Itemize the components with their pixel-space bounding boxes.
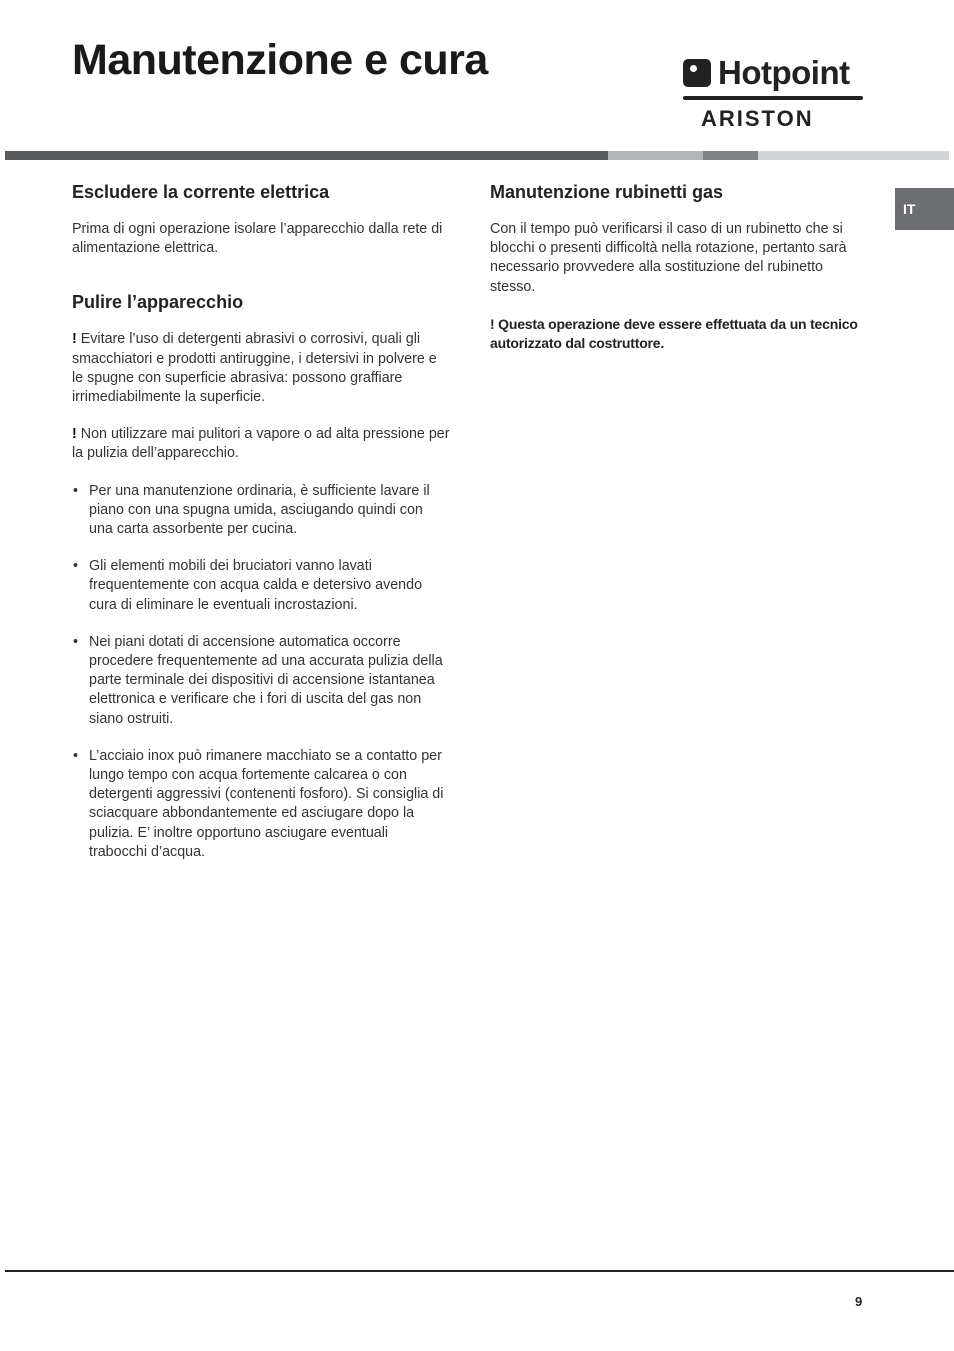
- warning-mark: !: [72, 426, 77, 443]
- header-color-bar-1: [5, 151, 608, 160]
- page-number: 9: [855, 1294, 863, 1309]
- warning-steam-text: Non utilizzare mai pulitori a vapore o ad alta pressione per la pulizia dell’apparecchio.: [72, 426, 450, 462]
- list-item: • Gli elementi mobili dei bruciatori vanno lavati frequentemente con acqua calda e detersivo avendo cura di eliminare le eventuali incrostazioni.: [72, 557, 450, 615]
- logo-divider: [683, 96, 863, 100]
- header-color-bar-4: [758, 151, 949, 160]
- list-item: • L’acciaio inox può rimanere macchiato se a contatto per lungo tempo con acqua fortemente calcarea o con detergenti aggressivi (contenenti fosforo). Si consiglia di sciacquare abbondantemente ed asciugare dopo la pulizia. E’ inoltre opportuno asciugare eventuali trabocchi d’acqua.: [72, 747, 450, 862]
- footer-divider: [5, 1270, 954, 1272]
- list-item: • Nei piani dotati di accensione automatica occorre procedere frequentemente ad una accurata pulizia della parte terminale dei dispositivi di accensione istantanea elettronica e verificare che i fori di uscita del gas non siano ostruiti.: [72, 633, 450, 729]
- heading-disconnect-power: Escludere la corrente elettrica: [72, 182, 330, 202]
- page-title: Manutenzione e cura: [72, 36, 488, 84]
- warning-abrasives: [72, 330, 450, 407]
- header-color-bar-3: [703, 151, 758, 160]
- logo-brand-bottom: ARISTON: [701, 106, 814, 131]
- left-column: [72, 181, 450, 880]
- technician-note: ! Questa operazione deve essere effettuata da un tecnico autorizzato dal costruttore.: [490, 315, 858, 352]
- heading-gas-tap-maintenance: Manutenzione rubinetti gas: [490, 182, 724, 202]
- logo-hotpoint: [683, 54, 850, 92]
- cleaning-bullet-list: [72, 482, 450, 862]
- warning-abrasives-text: Evitare l’uso di detergenti abrasivi o corrosivi, quali gli smacchiatori e prodotti antiruggine, i detersivi in polvere e le spugne con superficie abrasiva: possono graffiare irrimediabilmente la superficie.: [72, 331, 437, 406]
- header-color-bar-2: [608, 151, 703, 160]
- logo-brand-top: Hotpoint: [718, 54, 850, 91]
- heading-clean-appliance: Pulire l’apparecchio: [72, 292, 244, 313]
- right-column: [490, 181, 868, 353]
- warning-steam: [72, 425, 450, 463]
- hotpoint-ariston-logo: [683, 54, 865, 132]
- list-item: • Per una manutenzione ordinaria, è sufficiente lavare il piano con una spugna umida, asciugando quindi con una carta assorbente per cucina.: [72, 482, 450, 540]
- logo-mark-icon: [683, 59, 711, 87]
- language-tab: IT: [895, 188, 954, 230]
- disconnect-power-text: Prima di ogni operazione isolare l’apparecchio dalla rete di alimentazione elettrica.: [72, 221, 443, 257]
- warning-mark: !: [72, 331, 77, 348]
- gas-tap-text: Con il tempo può verificarsi il caso di un rubinetto che si blocchi o presenti difficoltà nella rotazione, pertanto sarà necessario provvedere alla sostituzione del rubinetto stesso.: [490, 221, 847, 295]
